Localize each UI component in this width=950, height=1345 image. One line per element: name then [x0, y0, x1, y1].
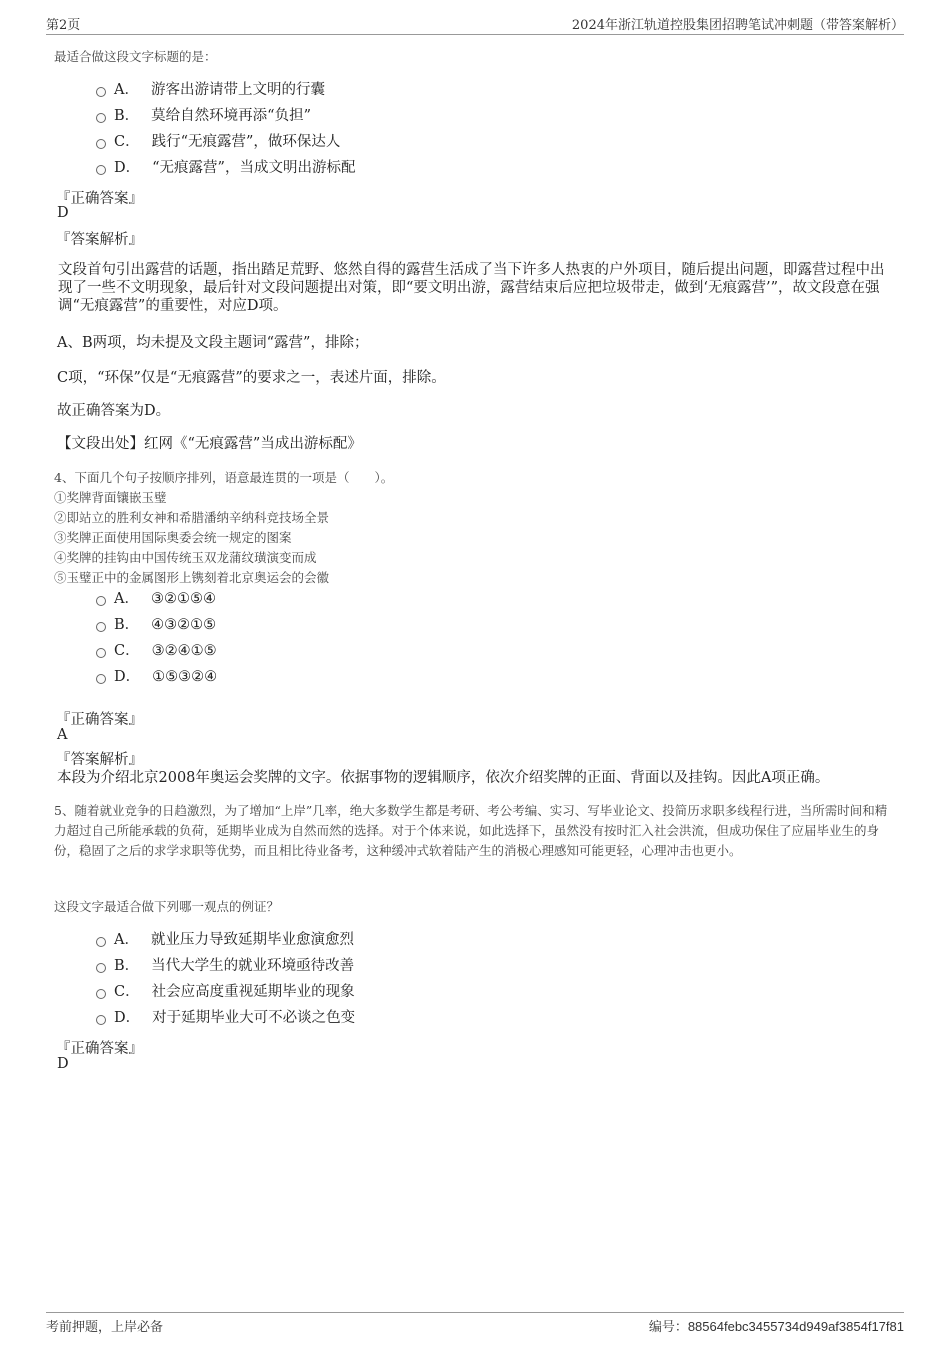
- option-a[interactable]: A． ③②①⑤④: [96, 589, 216, 609]
- footer-slogan: 考前押题，上岸必备: [46, 1320, 164, 1335]
- analysis-label: 『答案解析』: [56, 232, 143, 248]
- sentence-item: ④奖牌的挂钩由中国传统玉双龙蒲纹璜演变而成: [54, 550, 317, 565]
- option-b[interactable]: B． 莫给自然环境再添“负担”: [96, 106, 311, 126]
- radio-icon[interactable]: [96, 113, 106, 123]
- question-prompt: 最适合做这段文字标题的是：: [54, 49, 217, 64]
- option-a[interactable]: A． 游客出游请带上文明的行囊: [96, 80, 325, 100]
- radio-icon[interactable]: [96, 989, 106, 999]
- answer-value: A: [57, 727, 68, 743]
- answer-label: 『正确答案』: [56, 712, 143, 728]
- sentence-item: ②即站立的胜利女神和希腊潘纳辛纳科竞技场全景: [54, 510, 330, 525]
- answer-label: 『正确答案』: [56, 191, 143, 207]
- page-number: 第2页: [46, 18, 81, 33]
- radio-icon[interactable]: [96, 648, 106, 658]
- sentence-item: ⑤玉璧正中的金属图形上镌刻着北京奥运会的会徽: [54, 570, 330, 585]
- source-note: 【文段出处】红网《“无痕露营”当成出游标配》: [57, 436, 362, 452]
- option-b[interactable]: B． 当代大学生的就业环境亟待改善: [96, 956, 354, 976]
- option-d[interactable]: D． “无痕露营”，当成文明出游标配: [96, 158, 355, 178]
- radio-icon[interactable]: [96, 937, 106, 947]
- sentence-item: ①奖牌背面镶嵌玉璧: [54, 490, 167, 505]
- radio-icon[interactable]: [96, 165, 106, 175]
- option-c[interactable]: C． 践行“无痕露营”，做环保达人: [96, 132, 340, 152]
- page-header: [46, 14, 904, 35]
- option-c[interactable]: C． ③②④①⑤: [96, 641, 217, 661]
- answer-value: D: [57, 1056, 69, 1072]
- page-footer: [46, 1312, 904, 1335]
- analysis-paragraph: 文段首句引出露营的话题，指出踏足荒野、悠然自得的露营生活成了当下许多人热衷的户外项目，随后提出问题，即露营过程中出现了一些不文明现象，最后针对文段问题提出对策，即“要文明出游，露营结束后应把垃圾带走，做到‘无痕露营’”，故文段意在强调“无痕露营”的重要性，对应D项。: [58, 262, 885, 314]
- question-prompt: 4、下面几个句子按顺序排列，语意最连贯的一项是（ ）。: [54, 470, 394, 485]
- option-a[interactable]: A． 就业压力导致延期毕业愈演愈烈: [96, 930, 354, 950]
- option-d[interactable]: D． 对于延期毕业大可不必谈之色变: [96, 1008, 355, 1028]
- radio-icon[interactable]: [96, 674, 106, 684]
- analysis-paragraph: C项，“环保”仅是“无痕露营”的要求之一，表述片面，排除。: [57, 370, 446, 386]
- option-b[interactable]: B． ④③②①⑤: [96, 615, 216, 635]
- document-title: 2024年浙江轨道控股集团招聘笔试冲刺题（带答案解析）: [571, 18, 904, 33]
- sentence-item: ③奖牌正面使用国际奥委会统一规定的图案: [54, 530, 292, 545]
- question-passage: 5、随着就业竞争的日趋激烈，为了增加“上岸”几率，绝大多数学生都是考研、考公考编、实习、写毕业论文、投简历求职多线程行进，当所需时间和精力超过自己所能承载的负荷，延期毕业成为自然而然的选择。对于个体来说，如此选择下，虽然没有按时汇入社会洪流，但成功保住了应届毕业生的身份，稳固了之后的求学求职等优势，而且相比待业备考，这种缓冲式软着陆产生的消极心理感知可能更轻，心理冲击也更小。: [54, 803, 888, 858]
- option-c[interactable]: C． 社会应高度重视延期毕业的现象: [96, 982, 355, 1002]
- radio-icon[interactable]: [96, 622, 106, 632]
- analysis-paragraph: 本段为介绍北京2008年奥运会奖牌的文字。依据事物的逻辑顺序，依次介绍奖牌的正面、背面以及挂钩。因此A项正确。: [57, 770, 830, 786]
- radio-icon[interactable]: [96, 963, 106, 973]
- answer-value: D: [57, 205, 69, 221]
- radio-icon[interactable]: [96, 1015, 106, 1025]
- radio-icon[interactable]: [96, 87, 106, 97]
- document-code: 编号：88564febc3455734d949af3854f17f81: [648, 1319, 904, 1335]
- radio-icon[interactable]: [96, 596, 106, 606]
- analysis-label: 『答案解析』: [56, 752, 143, 768]
- radio-icon[interactable]: [96, 139, 106, 149]
- answer-label: 『正确答案』: [56, 1041, 143, 1057]
- analysis-paragraph: 故正确答案为D。: [57, 403, 171, 419]
- option-d[interactable]: D． ①⑤③②④: [96, 667, 217, 687]
- question-prompt: 这段文字最适合做下列哪一观点的例证？: [54, 899, 280, 914]
- analysis-paragraph: A、B两项，均未提及文段主题词“露营”，排除；: [57, 335, 369, 351]
